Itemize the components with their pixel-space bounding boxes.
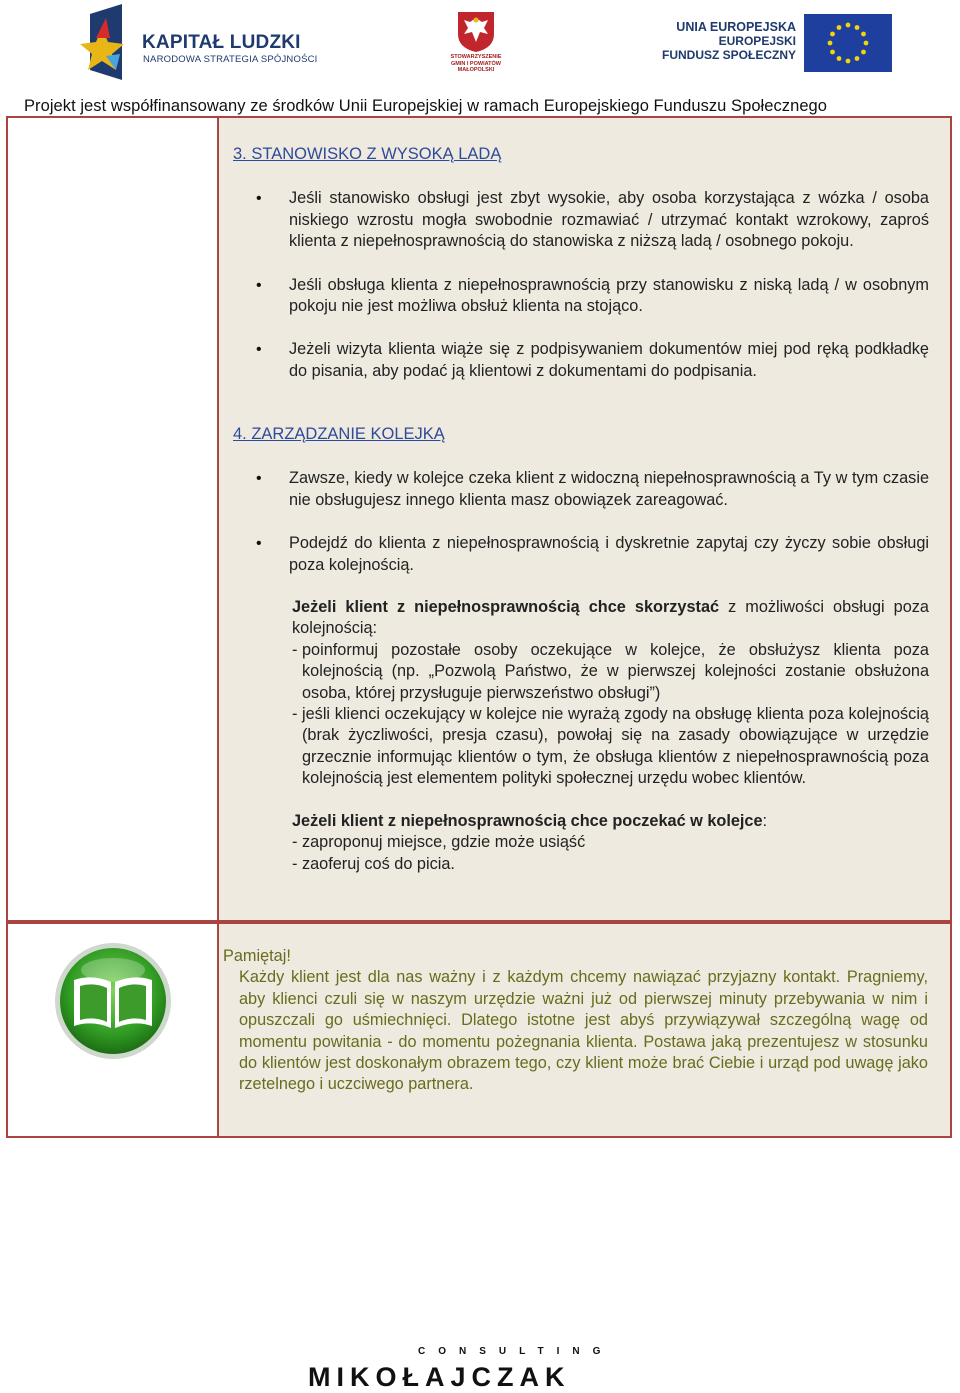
case-skip-queue-lead	[292, 597, 929, 640]
footer-logo-small: CONSULTING	[418, 1346, 614, 1357]
kapital-ludzki-title: KAPITAŁ LUDZKI	[142, 32, 301, 53]
eu-line-3: FUNDUSZ SPOŁECZNY	[661, 48, 796, 62]
case-wait-in-queue	[233, 811, 929, 875]
stowarzyszenie-logo	[440, 10, 512, 78]
reminder-body: Każdy klient jest dla nas ważny i z każdym chcemy nawiązać przyjazny kontakt. Pragniemy, aby klienci czuli się w naszym urzędzie ważni już od pierwszej minuty przebywania w nim i opuszczali go uśmiechnięci. Dlatego istotne jest abyś przywiązywał szczególną wagę od momentu powitania - do momentu pożegnania klienta. Postawa jaką prezentujesz w stosunku do klientów jest doskonałym obrazem tego, czy klient może brać Ciebie i urząd pod uwagę jako rzetelnego i uczciwego partnera.	[239, 968, 928, 1094]
section-3-title: 3. STANOWISKO Z WYSOKĄ LADĄ	[233, 145, 502, 163]
kapital-ludzki-star-icon	[76, 4, 140, 82]
section-4	[233, 424, 929, 875]
eu-logo-text	[662, 20, 796, 62]
case-skip-queue-rest: z możliwości obsługi poza kolejnością:	[292, 598, 929, 638]
book-icon	[52, 940, 174, 1062]
eu-flag-icon	[804, 14, 892, 72]
section-3-list	[233, 188, 929, 382]
list-item: - zaproponuj miejsce, gdzie może usiąść	[292, 833, 586, 852]
list-item: • Zawsze, kiedy w kolejce czeka klient z widoczną niepełnosprawnością a Ty w tym czasie nie obsługujesz innego klienta masz obowiązek zareagować.	[233, 468, 929, 511]
list-item: - zaoferuj coś do picia.	[292, 854, 455, 873]
section-3	[233, 144, 929, 382]
footer-logo-big: MIKOŁAJCZAK	[308, 1362, 571, 1392]
section-4-title: 4. ZARZĄDZANIE KOLEJKĄ	[233, 425, 445, 443]
left-cell	[8, 118, 219, 920]
list-item: - poinformuj pozostałe osoby oczekujące w kolejce, że obsłużysz klienta poza kolejnością (np. „Pozwolą Państwo, że w pierwszej kolejności zostanie obsłużona osoba, której przysługuje pierwszeństwo obsługi”)	[292, 640, 929, 702]
section-4-list	[233, 468, 929, 576]
reminder-title: Pamiętaj!	[223, 947, 291, 965]
kapital-ludzki-logo	[76, 4, 326, 82]
case-wait-bold: Jeżeli klient z niepełnosprawnością chce poczekać w kolejce	[292, 811, 763, 830]
cofinance-statement: Projekt jest współfinansowany ze środków Unii Europejskiej w ramach Europejskiego Funduszu Społecznego	[24, 97, 828, 115]
list-item: • Jeśli stanowisko obsługi jest zbyt wysokie, aby osoba korzystająca z wózka / osoba niskiego wzrostu mogła swobodnie rozmawiać / utrzymać kontakt wzrokowy, zaproś klienta z niepełnosprawnością do stanowiska z niższą ladą / osobnego pokoju.	[233, 188, 929, 252]
list-item: - jeśli klienci oczekujący w kolejce nie wyrażą zgody na obsługę klienta poza kolejnością (brak życzliwości, presja czasu), powołaj się na zasady obowiązujące w urzędzie grzecznie informując klientów o tym, że obsługa klientów z niepełnosprawnością poza kolejnością jest elementem polityki społecznej urzędu wobec klientów.	[292, 705, 929, 788]
eu-line-2: EUROPEJSKI	[718, 34, 796, 48]
eu-line-1: UNIA EUROPEJSKA	[676, 20, 796, 34]
kapital-ludzki-subtitle: NARODOWA STRATEGIA SPÓJNOŚCI	[143, 54, 318, 65]
logo-bar	[0, 0, 960, 95]
eagle-coat-of-arms-icon	[456, 10, 496, 52]
mikolajczak-logo	[300, 1346, 630, 1392]
case-skip-queue	[233, 597, 929, 790]
case-skip-queue-bold: Jeżeli klient z niepełnosprawnością chce skorzystać	[292, 598, 720, 617]
reminder-box	[223, 946, 928, 1096]
list-item: • Podejdź do klienta z niepełnosprawnością i dyskretnie zapytaj czy życzy sobie obsługi poza kolejnością.	[233, 533, 929, 576]
list-item: • Jeżeli wizyta klienta wiąże się z podpisywaniem dokumentów miej pod ręką podkładkę do pisania, aby podać ją klientowi z dokumentami do podpisania.	[233, 339, 929, 382]
stowarzyszenie-text: STOWARZYSZENIE GMIN I POWIATÓW MAŁOPOLSKI	[450, 54, 502, 73]
case-wait-lead	[292, 811, 929, 832]
eu-logo	[661, 14, 892, 74]
list-item: • Jeśli obsługa klienta z niepełnosprawnością przy stanowisku z niską ladą / w osobnym pokoju nie jest możliwa obsłuż klienta na stojąco.	[233, 275, 929, 318]
case-wait-rest: :	[762, 811, 768, 830]
